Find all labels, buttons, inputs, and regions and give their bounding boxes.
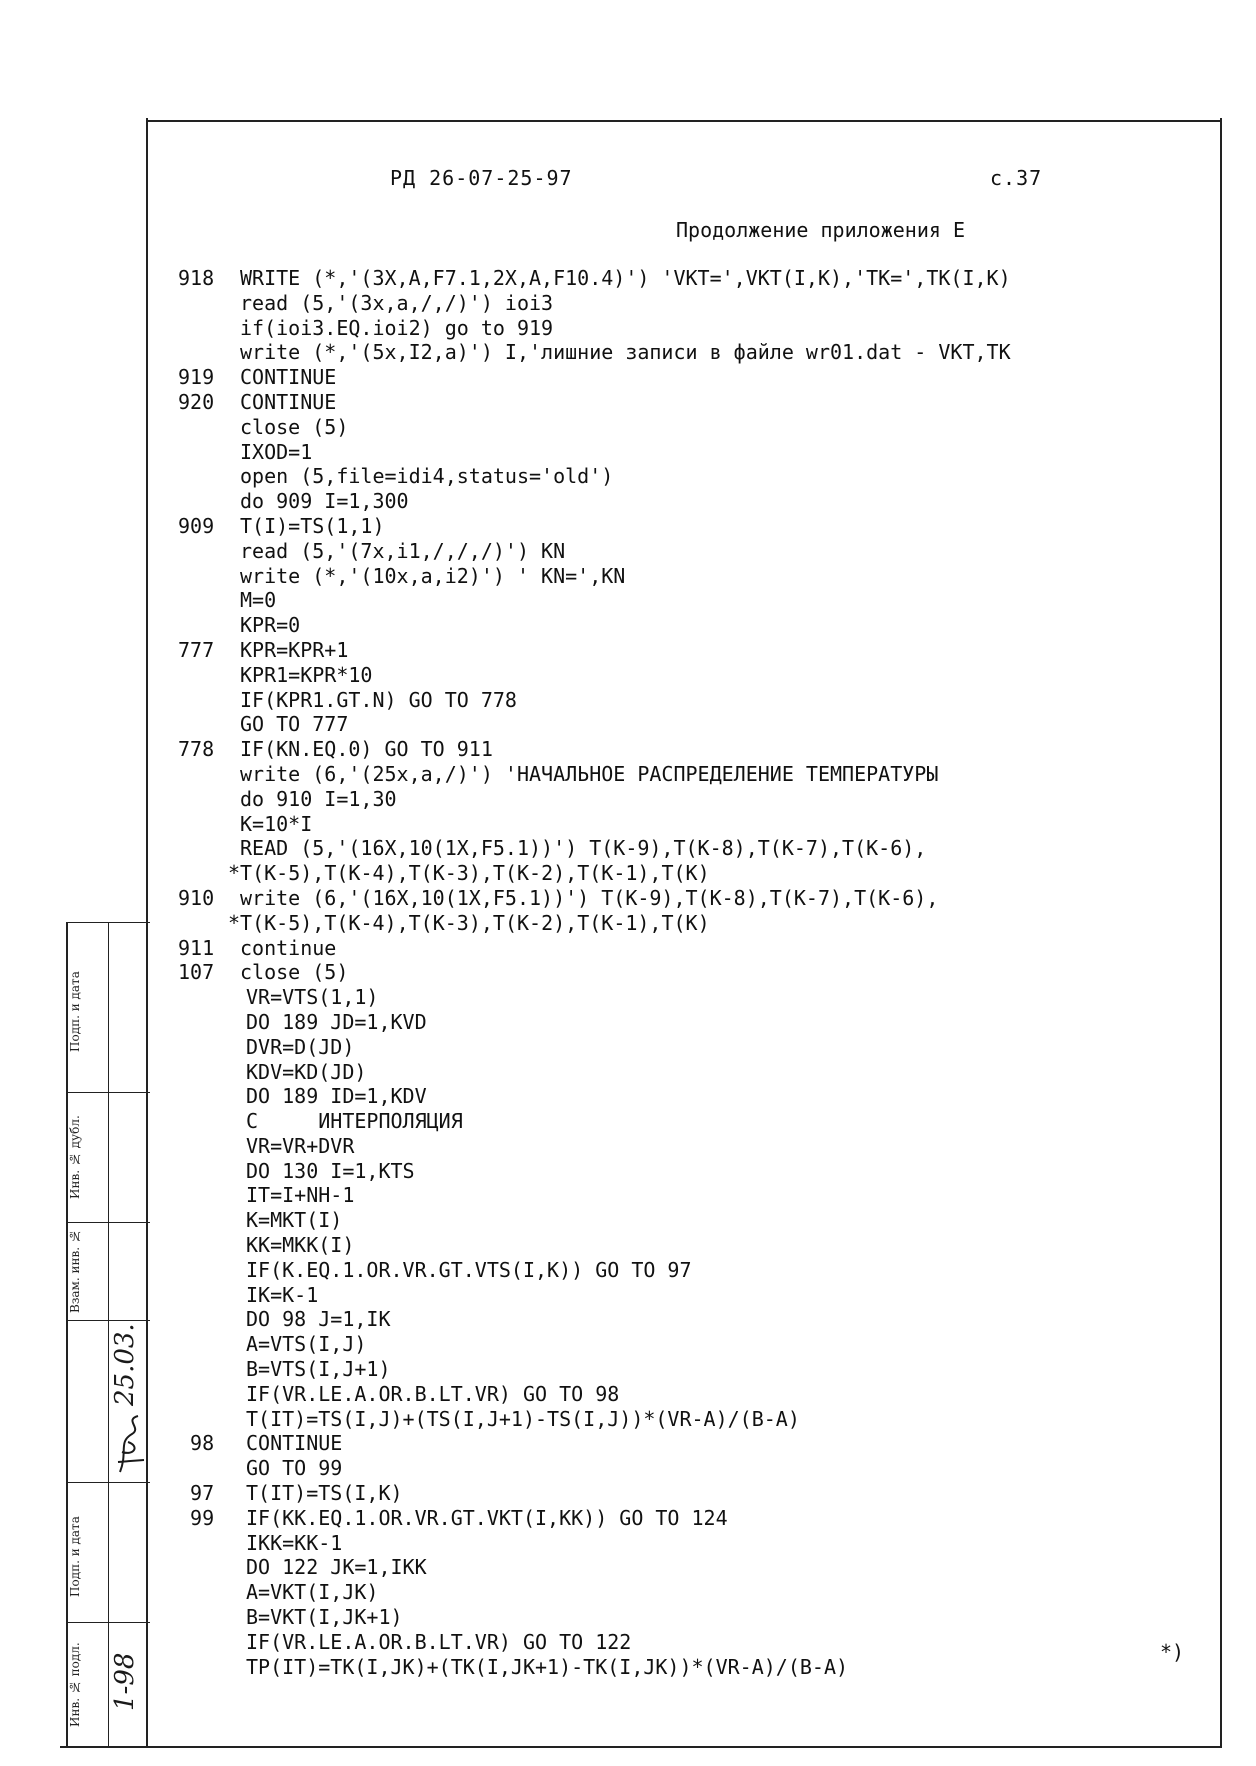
statement-text: KDV=KD(JD) xyxy=(246,1059,367,1084)
code-line xyxy=(178,1109,1214,1134)
statement-text: KPR1=KPR*10 xyxy=(240,662,373,687)
code-line xyxy=(178,440,1214,465)
stamp-row-divider xyxy=(68,1482,150,1483)
code-line xyxy=(178,1035,1214,1060)
statement-text: CONTINUE xyxy=(240,389,337,414)
code-line xyxy=(178,861,1214,886)
statement-text: A=VTS(I,J) xyxy=(246,1332,367,1357)
statement-text: open (5,file=idi4,status='old') xyxy=(240,464,614,489)
statement-text: IT=I+NH-1 xyxy=(246,1183,355,1208)
code-line xyxy=(178,415,1214,440)
statement-text: VR=VTS(1,1) xyxy=(246,985,379,1010)
handwritten-inventory-number: 1-98 xyxy=(110,1652,140,1712)
statement-label xyxy=(178,539,240,564)
statement-text: do 909 I=1,300 xyxy=(240,489,409,514)
statement-label xyxy=(178,588,240,613)
statement-text: write (6,'(25x,a,/)') 'НАЧАЛЬНОЕ РАСПРЕДЕЛЕНИЕ ТЕМПЕРАТУРЫ xyxy=(240,761,939,786)
code-line xyxy=(178,1060,1214,1085)
statement-label xyxy=(178,1159,240,1184)
code-line xyxy=(178,539,1214,564)
signature-icon xyxy=(114,1412,148,1478)
statement-text: DVR=D(JD) xyxy=(246,1034,355,1059)
statement-label xyxy=(178,1655,240,1680)
stamp-row-divider xyxy=(68,1092,150,1093)
statement-label xyxy=(178,1605,240,1630)
statement-text: T(I)=TS(1,1) xyxy=(240,513,385,538)
code-line xyxy=(178,564,1214,589)
appendix-continuation: Продолжение приложения Е xyxy=(676,218,965,242)
stamp-column-divider xyxy=(108,922,109,1748)
statement-text: read (5,'(7x,i1,/,/,/)') KN xyxy=(240,538,566,563)
statement-label xyxy=(178,812,240,837)
code-line xyxy=(178,1456,1214,1481)
stamp-label-repl-inv: Взам. инв. № xyxy=(68,1229,82,1313)
statement-text: IF(KK.EQ.1.OR.VR.GT.VKT(I,KK)) GO TO 124 xyxy=(246,1505,728,1530)
statement-label: 778 xyxy=(178,737,215,762)
code-line xyxy=(178,390,1214,415)
stamp-row-divider xyxy=(68,1222,150,1223)
statement-text: DO 189 JD=1,KVD xyxy=(246,1009,427,1034)
statement-text: close (5) xyxy=(240,414,349,439)
code-line xyxy=(178,613,1214,638)
statement-text: CONTINUE xyxy=(246,1431,343,1456)
statement-text: if(ioi3.EQ.ioi2) go to 919 xyxy=(240,315,554,340)
statement-label xyxy=(178,1084,240,1109)
code-line xyxy=(178,588,1214,613)
stamp-row-divider xyxy=(68,922,150,923)
statement-label: 777 xyxy=(178,637,215,662)
code-line xyxy=(178,911,1214,936)
statement-text: K=10*I xyxy=(240,811,313,836)
statement-text: B=VKT(I,JK+1) xyxy=(246,1605,403,1630)
frame-bottom-border xyxy=(60,1746,1222,1748)
frame-top-border xyxy=(148,120,1222,122)
statement-label: 98 xyxy=(178,1431,215,1456)
code-line xyxy=(178,936,1214,961)
statement-label xyxy=(178,613,240,638)
code-line xyxy=(178,1332,1214,1357)
code-line xyxy=(178,762,1214,787)
statement-label: 918 xyxy=(178,266,215,290)
statement-label xyxy=(178,712,240,737)
code-line xyxy=(178,787,1214,812)
statement-label xyxy=(178,1630,240,1655)
code-line xyxy=(178,688,1214,713)
statement-label xyxy=(178,1258,240,1283)
code-line xyxy=(178,1159,1214,1184)
statement-label xyxy=(178,985,240,1010)
statement-label xyxy=(178,1060,240,1085)
handwritten-date: 25.03. xyxy=(110,1323,140,1406)
statement-label xyxy=(178,440,240,465)
statement-text: T(IT)=TS(I,J)+(TS(I,J+1)-TS(I,J))*(VR-A)/(B-A) xyxy=(246,1406,800,1431)
code-line xyxy=(178,737,1214,762)
code-line xyxy=(178,1183,1214,1208)
statement-text: KPR=KPR+1 xyxy=(240,637,349,662)
document-code: РД 26-07-25-97 xyxy=(390,166,573,190)
statement-text: do 910 I=1,30 xyxy=(240,786,397,811)
code-line xyxy=(178,1208,1214,1233)
code-line xyxy=(178,464,1214,489)
stamp-label-orig-inv: Инв. № подл. xyxy=(68,1642,82,1728)
statement-text: TP(IT)=TK(I,JK)+(TK(I,JK+1)-TK(I,JK))*(VR-A)/(B-A) xyxy=(246,1654,849,1679)
statement-label xyxy=(178,1456,240,1481)
statement-label xyxy=(178,1233,240,1258)
statement-text: close (5) xyxy=(240,960,349,985)
code-line xyxy=(178,712,1214,737)
statement-label: 97 xyxy=(178,1481,215,1506)
statement-label xyxy=(178,1357,240,1382)
statement-label xyxy=(178,688,240,713)
statement-text: write (*,'(5x,I2,a)') I,'лишние записи в файле wr01.dat - VKT,TK xyxy=(240,340,1011,365)
stamp-row-divider xyxy=(68,1320,150,1321)
statement-text: DO 130 I=1,KTS xyxy=(246,1158,415,1183)
stamp-label-dupl-inv: Инв. № дубл. xyxy=(68,1115,82,1199)
statement-text: IKK=KK-1 xyxy=(246,1530,343,1555)
statement-text: write (*,'(10x,a,i2)') ' KN=',KN xyxy=(240,563,626,588)
frame-right-border xyxy=(1220,118,1222,1748)
code-line xyxy=(178,1580,1214,1605)
statement-text: IK=K-1 xyxy=(246,1282,319,1307)
code-line xyxy=(178,836,1214,861)
code-line xyxy=(178,1407,1214,1432)
statement-label xyxy=(178,762,240,787)
code-line xyxy=(178,960,1214,985)
code-line xyxy=(178,1506,1214,1531)
statement-text: *T(K-5),T(K-4),T(K-3),T(K-2),T(K-1),T(K) xyxy=(228,910,710,935)
statement-label: 911 xyxy=(178,935,215,960)
statement-text: READ (5,'(16X,10(1X,F5.1))') T(K-9),T(K-8),T(K-7),T(K-6), xyxy=(240,836,927,861)
statement-label: 107 xyxy=(178,960,215,985)
statement-text: K=MKT(I) xyxy=(246,1208,343,1233)
statement-label xyxy=(178,1183,240,1208)
code-line xyxy=(178,1605,1214,1630)
code-line xyxy=(178,1630,1214,1655)
statement-label xyxy=(178,489,240,514)
code-line xyxy=(178,1531,1214,1556)
code-line xyxy=(178,1655,1214,1680)
statement-label xyxy=(178,464,240,489)
code-line xyxy=(178,365,1214,390)
statement-label xyxy=(178,316,240,341)
statement-text: DO 98 J=1,IK xyxy=(246,1307,391,1332)
statement-text: VR=VR+DVR xyxy=(246,1133,355,1158)
code-line xyxy=(178,340,1214,365)
statement-label xyxy=(178,1332,240,1357)
statement-label xyxy=(178,836,240,861)
statement-text: read (5,'(3x,a,/,/)') ioi3 xyxy=(240,290,554,315)
code-line xyxy=(178,1481,1214,1506)
code-line xyxy=(178,1382,1214,1407)
statement-label xyxy=(178,1531,240,1556)
statement-label xyxy=(178,1035,240,1060)
statement-label xyxy=(178,564,240,589)
code-line xyxy=(178,1555,1214,1580)
code-line xyxy=(178,1307,1214,1332)
statement-text: A=VKT(I,JK) xyxy=(246,1580,379,1605)
statement-text: GO TO 99 xyxy=(246,1456,343,1481)
statement-label: 909 xyxy=(178,513,215,538)
code-line xyxy=(178,1084,1214,1109)
statement-text: WRITE (*,'(3X,A,F7.1,2X,A,F10.4)') 'VKT=',VKT(I,K),'TK=',TK(I,K) xyxy=(240,266,1011,290)
side-stamp xyxy=(66,922,150,1748)
statement-text: *T(K-5),T(K-4),T(K-3),T(K-2),T(K-1),T(K) xyxy=(228,861,710,886)
statement-label xyxy=(178,1134,240,1159)
statement-label: 919 xyxy=(178,365,215,390)
code-line xyxy=(178,985,1214,1010)
statement-label: 99 xyxy=(178,1505,215,1530)
statement-label xyxy=(178,1555,240,1580)
page-number: с.37 xyxy=(990,166,1043,190)
statement-text: write (6,'(16X,10(1X,F5.1))') T(K-9),T(K-8),T(K-7),T(K-6), xyxy=(240,885,939,910)
code-line xyxy=(178,812,1214,837)
statement-text: IF(KPR1.GT.N) GO TO 778 xyxy=(240,687,517,712)
statement-text: IF(K.EQ.1.OR.VR.GT.VTS(I,K)) GO TO 97 xyxy=(246,1257,692,1282)
code-line xyxy=(178,1431,1214,1456)
statement-label xyxy=(178,1407,240,1432)
statement-label xyxy=(178,415,240,440)
code-line xyxy=(178,886,1214,911)
statement-label: 920 xyxy=(178,389,215,414)
code-line xyxy=(178,1134,1214,1159)
statement-text: KK=MKK(I) xyxy=(246,1233,355,1258)
statement-text: T(IT)=TS(I,K) xyxy=(246,1481,403,1506)
code-line xyxy=(178,266,1214,291)
code-line xyxy=(178,638,1214,663)
code-line xyxy=(178,1283,1214,1308)
statement-text: KPR=0 xyxy=(240,613,301,638)
statement-label xyxy=(178,663,240,688)
code-line xyxy=(178,489,1214,514)
statement-text: IF(VR.LE.A.OR.B.LT.VR) GO TO 122 xyxy=(246,1629,632,1654)
statement-text: continue xyxy=(240,935,337,960)
stamp-label-sign-date-2: Подп. и дата xyxy=(68,1516,82,1598)
statement-label xyxy=(178,787,240,812)
statement-label xyxy=(178,291,240,316)
footnote-mark: *) xyxy=(1160,1640,1185,1664)
statement-label xyxy=(178,1109,240,1134)
statement-label xyxy=(178,1010,240,1035)
code-line xyxy=(178,514,1214,539)
statement-text: DO 122 JK=1,IKK xyxy=(246,1555,427,1580)
code-listing xyxy=(178,266,1214,1679)
code-line xyxy=(178,316,1214,341)
code-line xyxy=(178,1010,1214,1035)
statement-text: M=0 xyxy=(240,588,277,613)
stamp-label-sign-date: Подп. и дата xyxy=(68,971,82,1053)
statement-label xyxy=(178,1382,240,1407)
statement-label: 910 xyxy=(178,885,215,910)
statement-label xyxy=(178,1208,240,1233)
code-line xyxy=(178,1357,1214,1382)
statement-text: IF(VR.LE.A.OR.B.LT.VR) GO TO 98 xyxy=(246,1381,620,1406)
statement-label xyxy=(178,340,240,365)
code-line xyxy=(178,663,1214,688)
statement-label xyxy=(178,1307,240,1332)
stamp-row-divider xyxy=(68,1622,150,1623)
statement-label xyxy=(178,1283,240,1308)
statement-text: IXOD=1 xyxy=(240,439,313,464)
statement-text: DO 189 ID=1,KDV xyxy=(246,1084,427,1109)
statement-text: C ИНТЕРПОЛЯЦИЯ xyxy=(246,1109,463,1134)
code-line xyxy=(178,1233,1214,1258)
code-line xyxy=(178,291,1214,316)
statement-text: CONTINUE xyxy=(240,365,337,390)
statement-text: IF(KN.EQ.0) GO TO 911 xyxy=(240,737,493,762)
statement-label xyxy=(178,1580,240,1605)
statement-text: GO TO 777 xyxy=(240,712,349,737)
statement-text: B=VTS(I,J+1) xyxy=(246,1357,391,1382)
code-line xyxy=(178,1258,1214,1283)
